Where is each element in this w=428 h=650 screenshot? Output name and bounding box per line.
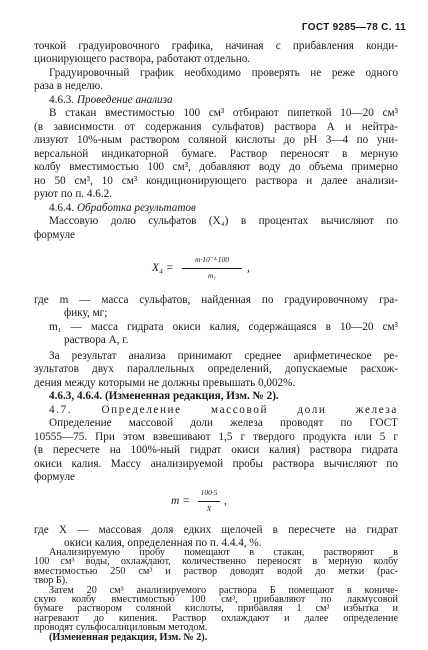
text-line: колбу вместимостью 100 см³, добавляют воду до объема примерно (34, 161, 398, 173)
text-line: В стакан вместимостью 100 см³ отбирают пипеткой 10—20 см³ (49, 107, 398, 119)
text-line: Определение массовой доли железа проводят по ГОСТ (49, 417, 398, 429)
section-title: Проведение анализа (76, 94, 173, 106)
text-line: твор Б). (34, 575, 68, 587)
text-line: За результат анализа принимают среднее арифметическое ре- (49, 350, 398, 362)
text-line: версальной индикаторной бумаге. Раствор переносят в мерную (34, 148, 398, 160)
text-line: формуле (34, 471, 75, 483)
text-line: дения между которыми не должны превышать 0,002%. (34, 377, 296, 389)
text-line: ционирующего раствора, работают отдельно. (34, 53, 251, 65)
section-heading (49, 202, 398, 215)
text-line: формуле (34, 229, 75, 241)
formula-numerator: 100·5 (200, 488, 218, 497)
fraction-bar (198, 501, 220, 502)
text-line: 100 см³ воды, охлаждают, количественно переносят в мерную колбу (34, 556, 398, 568)
text-line: Затем 20 см³ анализируемого раствора Б помещают в кониче- (49, 584, 398, 596)
text-line: точкой градуировочного графика, начиная с прибавления конди- (34, 40, 398, 52)
section-number: 4.6.4. (49, 202, 77, 214)
text-line: лизуют 10%-ным раствором соляной кислоты до рН 3—4 по уни- (34, 134, 398, 146)
text-line: нагревают до кипения. Раствор охлаждают и далее определение (34, 612, 398, 624)
text-line: (в пересчете на 100%-ный гидрат окиси калия) раствора гидрата (34, 444, 398, 456)
definition-line: раствора А, г. (64, 334, 129, 346)
text-line: Анализируемую пробу помещают в стакан, растворяют в (49, 547, 398, 558)
formula-tail: , (224, 495, 227, 507)
formula-denominator: X (206, 504, 212, 513)
amendment-note: (Измененная редакция, Изм. № 2). (49, 631, 208, 643)
formula-denominator: m₁ (207, 271, 217, 280)
text-line: скую колбу вместимостью 100 см³, прибавляют по лакмусовой (34, 594, 398, 605)
text-line: окиси калия. Массу анализируемой пробы раствора вычисляют по (34, 458, 398, 470)
amendment-note: 4.6.3, 4.6.4. (Измененная редакция, Изм. № 2). (49, 390, 279, 402)
section-heading: 4.7. Определение массовой доли железа (49, 404, 398, 416)
page-header: ГОСТ 9285—78 С. 11 (301, 22, 406, 33)
text-line: 10555—75. При этом взвешивают 1,5 г твердого продукта или 5 г (34, 431, 398, 443)
text-line: Градуировочный график необходимо проверять не реже одного (49, 67, 398, 79)
text-line: проводят сульфосалициловым методом. (34, 622, 208, 634)
formula-lhs: X₄ = (152, 262, 174, 274)
definition-line: где X — массовая доля едких щелочей в пересчете на гидрат (34, 524, 398, 536)
formula-lhs: m = (171, 495, 190, 507)
formula-numerator: m·10⁻³·100 (194, 255, 230, 264)
definition-line: где m — масса сульфатов, найденная по градуировочному гра- (34, 294, 398, 306)
definition-line: окиси калия, определенная по п. 4.4.4, %. (64, 537, 262, 549)
formula-tail: , (247, 262, 250, 274)
definition-line: фику, мг; (64, 307, 108, 319)
text-line: (в зависимости от содержания сульфатов) раствора А и нейтра- (34, 121, 398, 133)
text-line: раза в неделю. (34, 80, 104, 92)
text-line: но 50 см³, 10 см³ кондиционирующего раствора и далее анализи- (34, 175, 398, 187)
text-line: зультатов двух параллельных определений, допускаемые расхож- (34, 363, 398, 375)
section-number: 4.6.3. (49, 94, 77, 106)
section-title: Обработка результатов (76, 202, 196, 214)
text-line: руют по п. 4.6.2. (34, 188, 113, 200)
fraction-bar (182, 268, 242, 269)
text-line: Массовую долю сульфатов (X₄) в процентах вычисляют по (49, 215, 398, 227)
text-line: вместимостью 250 см³ и раствор доводят водой до метки (рас- (34, 565, 398, 577)
section-heading (49, 94, 398, 107)
text-line: бумаге раствором соляной кислоты, прибавляя 1 см³ избытка и (34, 603, 398, 615)
definition-line: m₁ — масса гидрата окиси калия, содержащаяся в 10—20 см³ (49, 321, 398, 333)
